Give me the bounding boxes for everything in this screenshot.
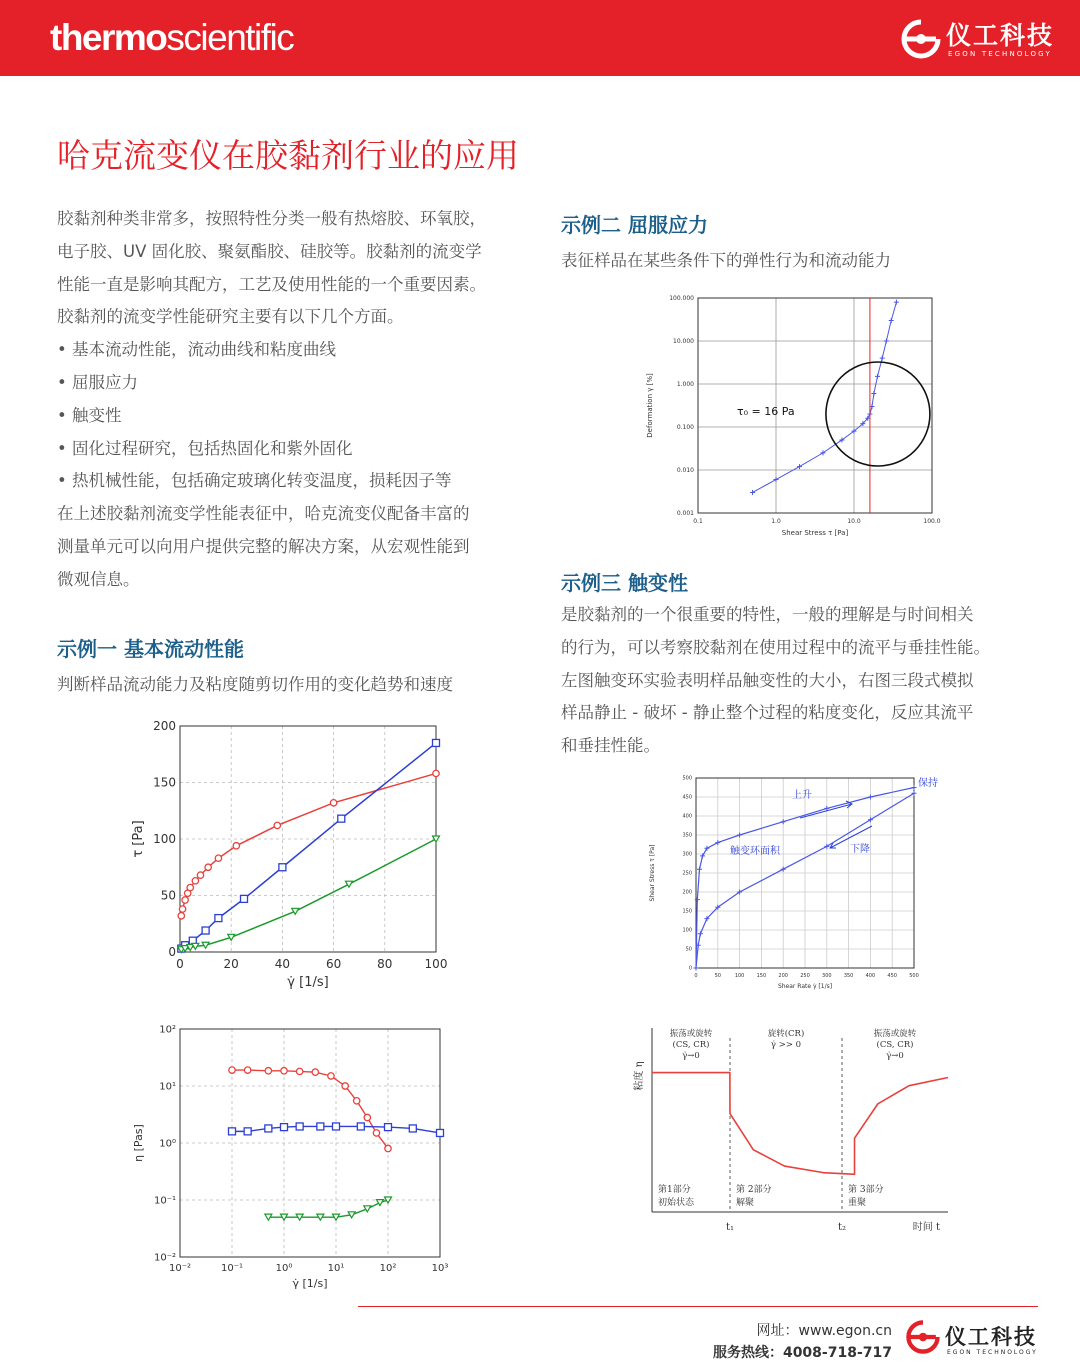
data-point-blue bbox=[317, 1123, 324, 1130]
x-tick-label: 0 bbox=[694, 973, 698, 979]
y-tick-label: 300 bbox=[682, 851, 692, 858]
example1-subtitle: 判断样品流动能力及粘度随剪切作用的变化趋势和速度 bbox=[57, 675, 453, 694]
y-tick-label: 10¹ bbox=[159, 1081, 176, 1093]
data-point-red bbox=[192, 878, 198, 884]
phase-top-label: γ̇→0 bbox=[682, 1051, 700, 1061]
data-point-red bbox=[342, 1083, 348, 1089]
data-point-green bbox=[345, 881, 352, 887]
yield-stress-chart bbox=[640, 290, 950, 545]
x-tick-label: 400 bbox=[865, 973, 876, 979]
website-link[interactable]: www.egon.cn bbox=[798, 1323, 892, 1339]
data-point-green bbox=[376, 1200, 383, 1206]
data-point-up bbox=[715, 840, 720, 845]
data-point-up bbox=[868, 795, 873, 800]
x-tick-label: 100.0 bbox=[923, 518, 941, 525]
hotline-number: 4008-718-717 bbox=[782, 1345, 892, 1361]
data-point-blue bbox=[244, 1128, 251, 1135]
x-tick-label: 10³ bbox=[431, 1263, 449, 1274]
phase-top-label: (CS, CR) bbox=[876, 1040, 914, 1050]
data-point-red bbox=[229, 1067, 235, 1073]
x-tick-label: 50 bbox=[714, 973, 721, 979]
data-point-red bbox=[182, 897, 188, 903]
bullet-item: • 热机械性能，包括确定玻璃化转变温度，损耗因子等 bbox=[57, 471, 452, 491]
y-tick-label: 0.010 bbox=[676, 467, 694, 474]
bullet-item: • 固化过程研究，包括热固化和紫外固化 bbox=[57, 438, 353, 458]
intro-text: 胶黏剂种类非常多，按照特性分类一般有热熔胶、环氧胶， 电子胶、UV 固化胶、聚氨酯胶、硅胶等。胶黏剂的流变学 性能一直是影响其配方，工艺及使用性能的一个重要因素。 胶黏剂的流变学性能研究主要有以下几个方面。 • 基本流动性能，流动曲线和粘度曲线 • 屈服应力 • 触变性 • 固化过程研究，包括热固化和紫外固化 • 热机械性能，包括确定玻璃化转变温度，损耗因子等 在上述胶黏剂流变学性能表征中，哈克流变仪配备丰富的 测量单元可以向用户提供完整的解决方案，从宏观性能到 微观信息。 bbox=[57, 203, 527, 597]
data-point-deformation bbox=[875, 374, 880, 379]
data-point-deformation bbox=[871, 391, 876, 396]
egon-mark-icon bbox=[900, 18, 942, 60]
y-tick-label: 10² bbox=[159, 1024, 176, 1036]
phase-bottom-label: 第 2部分 bbox=[736, 1185, 772, 1195]
thermo-scientific-logo: thermoscientific bbox=[50, 17, 294, 58]
data-point-red bbox=[233, 843, 239, 849]
x-tick-label: 10⁰ bbox=[275, 1263, 293, 1274]
x-axis-label: γ̇ [1/s] bbox=[292, 1277, 328, 1290]
bullet-item: • 触变性 bbox=[57, 405, 122, 425]
data-point-red bbox=[364, 1114, 370, 1120]
x-tick-label: 250 bbox=[800, 973, 810, 979]
phase-top-label: γ̇→0 bbox=[886, 1051, 904, 1061]
phase-top-label: 旋转(CR) bbox=[767, 1029, 805, 1039]
data-point-blue bbox=[202, 927, 209, 934]
data-point-down bbox=[781, 867, 786, 872]
data-point-red bbox=[373, 1130, 379, 1136]
y-axis-label: Shear Stress τ [Pa] bbox=[649, 844, 656, 902]
footer-contact: 网址：www.egon.cn 服务热线：4008-718-717 bbox=[712, 1323, 892, 1361]
viscosity-line bbox=[652, 1073, 948, 1175]
data-point-red bbox=[205, 864, 211, 870]
y-axis-label: Deformation γ [%] bbox=[646, 373, 654, 438]
time-tick-label: t₁ bbox=[725, 1222, 735, 1233]
phase-top-label: (CS, CR) bbox=[672, 1040, 710, 1050]
data-point-blue bbox=[357, 1123, 364, 1130]
y-tick-label: 50 bbox=[685, 946, 692, 953]
chart-grid bbox=[696, 778, 914, 968]
data-point-deformation bbox=[797, 464, 802, 469]
data-point-up bbox=[697, 867, 702, 872]
x-tick-label: 60 bbox=[325, 957, 342, 971]
data-point-blue bbox=[338, 815, 345, 822]
data-point-red bbox=[385, 1145, 391, 1151]
y-tick-label: 150 bbox=[153, 775, 176, 790]
data-point-blue bbox=[281, 1124, 288, 1131]
label-down: 下降 bbox=[850, 844, 870, 855]
y-tick-label: 500 bbox=[682, 775, 692, 782]
data-point-up bbox=[912, 785, 917, 790]
data-point-red bbox=[265, 1068, 271, 1074]
y-tick-label: 0 bbox=[688, 965, 692, 972]
data-point-red bbox=[244, 1067, 250, 1073]
data-point-red bbox=[274, 822, 280, 828]
data-point-deformation bbox=[774, 477, 779, 482]
data-point-blue bbox=[229, 1128, 236, 1135]
data-point-down bbox=[694, 966, 699, 971]
data-point-red bbox=[179, 906, 185, 912]
data-point-red bbox=[215, 855, 221, 861]
x-tick-label: 80 bbox=[377, 957, 393, 971]
y-tick-label: 10⁻¹ bbox=[153, 1195, 176, 1207]
x-tick-label: 500 bbox=[909, 973, 919, 979]
y-tick-label: 400 bbox=[682, 813, 692, 820]
x-tick-label: 10⁻¹ bbox=[220, 1263, 244, 1274]
phase-bottom-label: 重聚 bbox=[848, 1198, 867, 1208]
data-point-blue bbox=[241, 895, 248, 902]
y-tick-label: 1.000 bbox=[676, 381, 694, 388]
thixotropy-loop-chart bbox=[640, 770, 950, 995]
data-point-deformation bbox=[889, 318, 894, 323]
data-point-red bbox=[433, 770, 439, 776]
chart-grid bbox=[180, 1029, 440, 1257]
data-point-red bbox=[328, 1073, 334, 1079]
y-tick-label: 50 bbox=[160, 888, 176, 903]
x-tick-label: 200 bbox=[778, 973, 788, 979]
data-point-red bbox=[187, 884, 193, 890]
y-axis-label: τ [Pa] bbox=[131, 820, 146, 858]
y-tick-label: 100 bbox=[153, 832, 176, 846]
data-point-deformation bbox=[750, 490, 755, 495]
data-point-red bbox=[281, 1068, 287, 1074]
data-point-red bbox=[296, 1068, 302, 1074]
x-tick-label: 0 bbox=[176, 957, 184, 971]
data-point-deformation bbox=[880, 356, 885, 361]
example2-title: 示例二 屈服应力 bbox=[561, 213, 708, 237]
y-tick-label: 0.100 bbox=[676, 424, 694, 431]
y-tick-label: 10.000 bbox=[673, 338, 694, 345]
y-tick-label: 200 bbox=[682, 889, 692, 896]
data-point-red bbox=[178, 913, 184, 919]
data-point-blue bbox=[215, 915, 222, 922]
data-point-blue bbox=[433, 739, 440, 746]
data-point-red bbox=[197, 872, 203, 878]
x-tick-label: 450 bbox=[887, 973, 897, 979]
y-tick-label: 10⁰ bbox=[159, 1138, 176, 1150]
data-point-blue bbox=[279, 864, 286, 871]
y-axis-label: 粘度 η bbox=[634, 1061, 645, 1091]
data-point-down bbox=[698, 931, 703, 936]
x-tick-label: 100 bbox=[734, 973, 745, 979]
page-title: 哈克流变仪在胶黏剂行业的应用 bbox=[57, 136, 519, 175]
label-up: 上升 bbox=[792, 790, 812, 801]
data-point-blue bbox=[296, 1123, 303, 1130]
chart-grid bbox=[698, 298, 932, 513]
data-point-up bbox=[737, 833, 742, 838]
x-tick-label: 10⁻² bbox=[168, 1263, 192, 1274]
viscosity-curve-chart bbox=[120, 1015, 460, 1295]
data-point-red bbox=[353, 1098, 359, 1104]
bullet-item: • 屈服应力 bbox=[57, 372, 138, 392]
y-tick-label: 100 bbox=[682, 927, 692, 934]
x-tick-label: 350 bbox=[843, 973, 854, 979]
x-axis-label: γ̇ [1/s] bbox=[287, 975, 329, 990]
data-point-green bbox=[364, 1206, 371, 1212]
phase-top-label: 振荡或旋转 bbox=[669, 1029, 713, 1039]
bullet-item: • 基本流动性能，流动曲线和粘度曲线 bbox=[57, 340, 336, 360]
x-tick-label: 100 bbox=[424, 957, 448, 971]
y-tick-label: 10⁻² bbox=[153, 1252, 176, 1264]
data-point-up bbox=[781, 819, 786, 824]
y-tick-label: 200 bbox=[153, 719, 176, 733]
y-tick-label: 0 bbox=[168, 945, 176, 959]
y-tick-label: 0.001 bbox=[676, 510, 694, 517]
label-loop-area: 触变环面积 bbox=[730, 846, 780, 857]
footer-divider bbox=[358, 1306, 1038, 1307]
data-point-blue bbox=[437, 1129, 444, 1136]
egon-mark-icon bbox=[905, 1319, 941, 1355]
data-point-red bbox=[312, 1069, 318, 1075]
x-tick-label: 1.0 bbox=[771, 518, 781, 525]
x-axis-label: Shear Stress τ [Pa] bbox=[781, 529, 849, 537]
x-tick-label: 20 bbox=[223, 957, 239, 971]
y-tick-label: 250 bbox=[682, 870, 692, 877]
three-step-chart bbox=[630, 1020, 960, 1245]
phase-top-label: 振荡或旋转 bbox=[873, 1029, 917, 1039]
phase-top-label: γ̇ >> 0 bbox=[770, 1040, 802, 1050]
phase-bottom-label: 第1部分 bbox=[658, 1185, 691, 1195]
y-tick-label: 450 bbox=[682, 794, 692, 801]
y-tick-label: 100.000 bbox=[669, 295, 694, 302]
data-point-blue bbox=[409, 1125, 416, 1132]
y-axis-label: η [Pas] bbox=[132, 1124, 145, 1162]
data-point-red bbox=[330, 800, 336, 806]
header-bar bbox=[0, 0, 1080, 76]
flow-curve-chart bbox=[120, 712, 460, 997]
x-tick-label: 10.0 bbox=[847, 518, 861, 525]
data-point-up bbox=[704, 846, 709, 851]
example3-title: 示例三 触变性 bbox=[561, 571, 688, 595]
x-tick-label: 300 bbox=[822, 973, 832, 979]
example2-subtitle: 表征样品在某些条件下的弹性行为和流动能力 bbox=[561, 251, 891, 270]
label-hold: 保持 bbox=[918, 778, 938, 789]
x-axis-label: 时间 t bbox=[912, 1222, 940, 1233]
data-point-blue bbox=[385, 1124, 392, 1131]
example1-title: 示例一 基本流动性能 bbox=[57, 637, 244, 661]
footer-egon-logo: 仪工科技 EGON TECHNOLOGY bbox=[905, 1319, 1045, 1359]
yield-annotation: τ₀ = 16 Pa bbox=[737, 405, 795, 418]
y-tick-label: 150 bbox=[682, 908, 692, 915]
data-point-deformation bbox=[894, 300, 899, 305]
series-line-red bbox=[232, 1070, 388, 1148]
x-tick-label: 10² bbox=[379, 1263, 397, 1274]
x-tick-label: 40 bbox=[274, 957, 291, 971]
data-point-deformation bbox=[884, 339, 889, 344]
x-tick-label: 10¹ bbox=[327, 1263, 345, 1274]
phase-bottom-label: 解聚 bbox=[736, 1198, 755, 1208]
plot-frame bbox=[698, 298, 932, 513]
data-point-blue bbox=[265, 1125, 272, 1132]
phase-bottom-label: 初始状态 bbox=[658, 1198, 695, 1208]
x-tick-label: 0.1 bbox=[693, 518, 703, 525]
time-tick-label: t₂ bbox=[837, 1222, 847, 1233]
x-tick-label: 150 bbox=[756, 973, 767, 979]
data-point-blue bbox=[333, 1123, 340, 1130]
x-axis-label: Shear Rate γ̇ [1/s] bbox=[777, 983, 833, 990]
egon-logo: 仪工科技 EGON TECHNOLOGY bbox=[900, 16, 1050, 62]
series-line-deformation bbox=[753, 302, 897, 492]
data-point-green bbox=[292, 908, 299, 914]
example3-text: 是胶黏剂的一个很重要的特性，一般的理解是与时间相关 的行为，可以考察胶黏剂在使用过程中的流平与垂挂性能。 左图触变环实验表明样品触变性的大小，右图三段式模拟 样品静止 - 破坏 - 静止整个过程的粘度变化，反应其流平 和垂挂性能。 bbox=[561, 605, 990, 756]
phase-bottom-label: 第 3部分 bbox=[848, 1185, 884, 1195]
y-tick-label: 350 bbox=[682, 832, 692, 839]
